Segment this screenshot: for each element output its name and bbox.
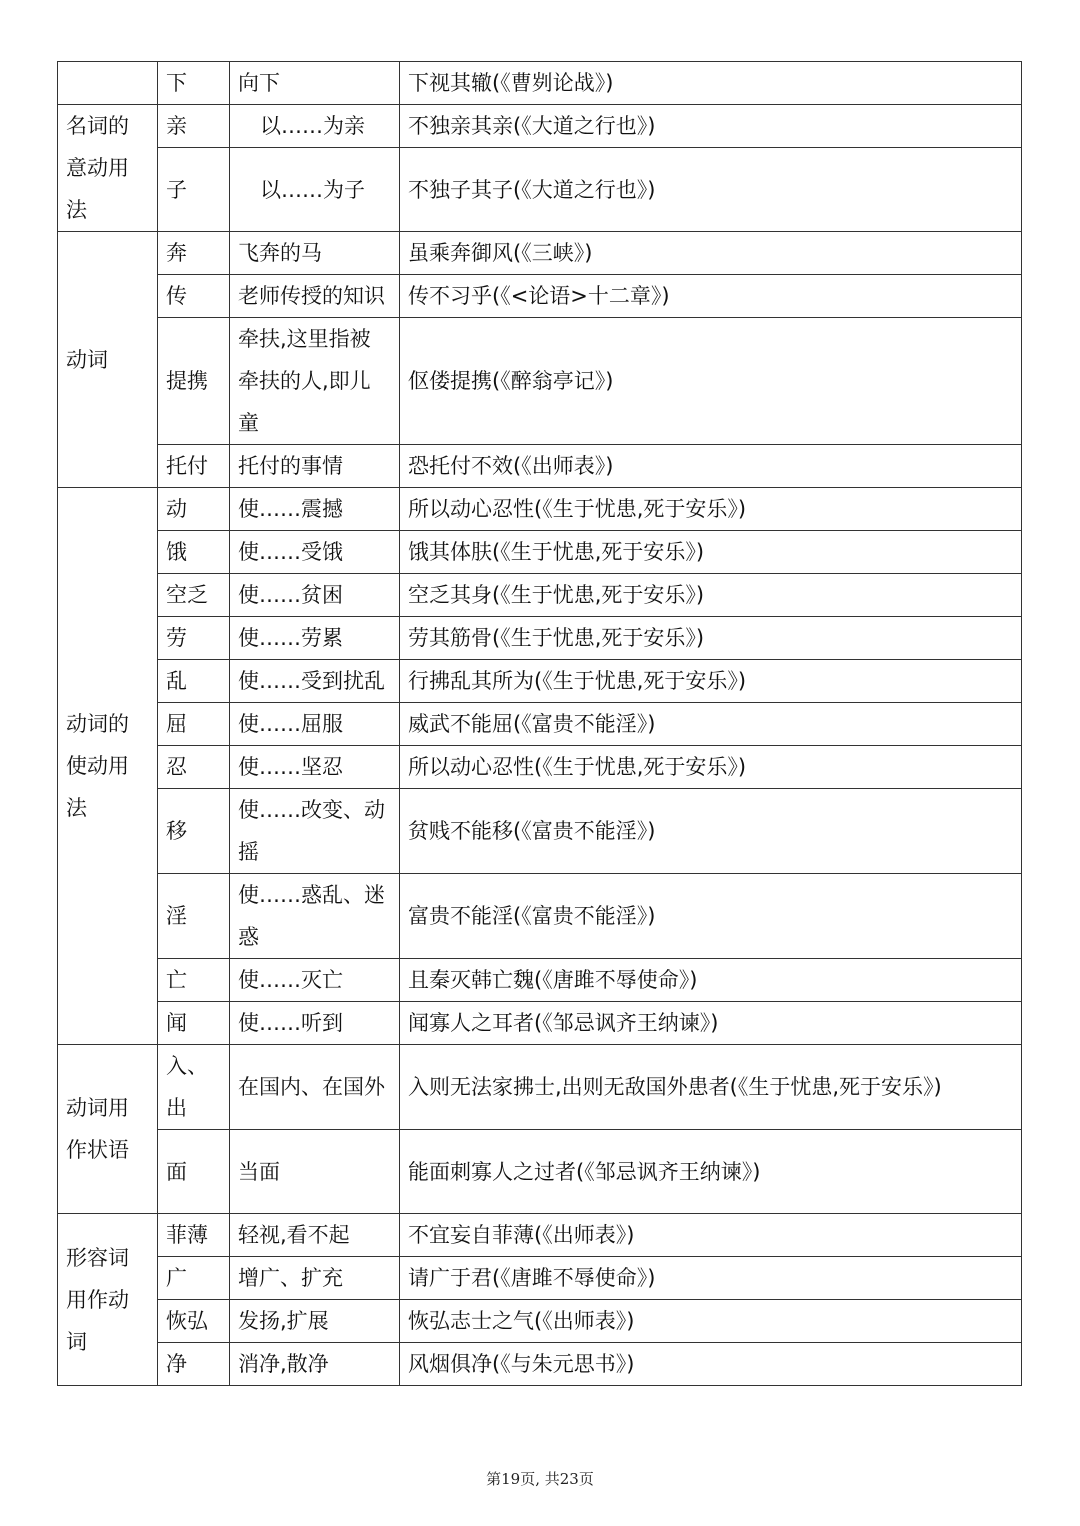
table-row [58, 617, 1022, 660]
word-cell: 屈 [158, 703, 230, 746]
word-cell: 入、出 [158, 1045, 230, 1130]
example-cell: 伛偻提携(《醉翁亭记》) [400, 318, 1022, 445]
example-cell: 所以动心忍性(《生于忧患,死于安乐》) [400, 488, 1022, 531]
table-row [58, 488, 1022, 531]
category-cell: 形容词用作动词 [58, 1214, 158, 1386]
category-cell [58, 62, 158, 105]
meaning-cell: 使……惑乱、迷惑 [230, 874, 400, 959]
vocabulary-table [57, 61, 1022, 1386]
word-cell: 亲 [158, 105, 230, 148]
meaning-cell: 使……受饿 [230, 531, 400, 574]
word-cell: 子 [158, 148, 230, 232]
table-row [58, 148, 1022, 232]
example-cell: 请广于君(《唐雎不辱使命》) [400, 1257, 1022, 1300]
table-row [58, 746, 1022, 789]
meaning-cell: 使……屈服 [230, 703, 400, 746]
table-row [58, 1343, 1022, 1386]
word-cell: 提携 [158, 318, 230, 445]
table-row [58, 1002, 1022, 1045]
word-cell: 广 [158, 1257, 230, 1300]
meaning-cell: 当面 [230, 1130, 400, 1214]
table-row [58, 574, 1022, 617]
meaning-cell: 飞奔的马 [230, 232, 400, 275]
word-cell: 淫 [158, 874, 230, 959]
category-cell: 动词用作状语 [58, 1045, 158, 1214]
example-cell: 不独亲其亲(《大道之行也》) [400, 105, 1022, 148]
meaning-cell: 使……坚忍 [230, 746, 400, 789]
meaning-cell: 以……为子 [230, 148, 400, 232]
word-cell: 净 [158, 1343, 230, 1386]
example-cell: 空乏其身(《生于忧患,死于安乐》) [400, 574, 1022, 617]
meaning-cell: 发扬,扩展 [230, 1300, 400, 1343]
table-row [58, 703, 1022, 746]
word-cell: 菲薄 [158, 1214, 230, 1257]
word-cell: 饿 [158, 531, 230, 574]
example-cell: 下视其辙(《曹刿论战》) [400, 62, 1022, 105]
meaning-cell: 使……劳累 [230, 617, 400, 660]
meaning-cell: 使……灭亡 [230, 959, 400, 1002]
table-row [58, 62, 1022, 105]
example-cell: 风烟俱净(《与朱元思书》) [400, 1343, 1022, 1386]
meaning-cell: 以……为亲 [230, 105, 400, 148]
example-cell: 不宜妄自菲薄(《出师表》) [400, 1214, 1022, 1257]
table-row [58, 318, 1022, 445]
example-cell: 虽乘奔御风(《三峡》) [400, 232, 1022, 275]
example-cell: 恐托付不效(《出师表》) [400, 445, 1022, 488]
example-cell: 能面刺寡人之过者(《邹忌讽齐王纳谏》) [400, 1130, 1022, 1214]
table-row [58, 232, 1022, 275]
meaning-cell: 托付的事情 [230, 445, 400, 488]
table-row [58, 789, 1022, 874]
meaning-cell: 增广、扩充 [230, 1257, 400, 1300]
page-number: 第19页, 共23页 [486, 1470, 594, 1488]
meaning-cell: 牵扶,这里指被牵扶的人,即儿童 [230, 318, 400, 445]
table-row [58, 1214, 1022, 1257]
table-row [58, 874, 1022, 959]
example-cell: 劳其筋骨(《生于忧患,死于安乐》) [400, 617, 1022, 660]
word-cell: 恢弘 [158, 1300, 230, 1343]
example-cell: 恢弘志士之气(《出师表》) [400, 1300, 1022, 1343]
example-cell: 所以动心忍性(《生于忧患,死于安乐》) [400, 746, 1022, 789]
example-cell: 入则无法家拂士,出则无敌国外患者(《生于忧患,死于安乐》) [400, 1045, 1022, 1130]
meaning-cell: 使……贫困 [230, 574, 400, 617]
example-cell: 富贵不能淫(《富贵不能淫》) [400, 874, 1022, 959]
word-cell: 移 [158, 789, 230, 874]
meaning-cell: 使……改变、动摇 [230, 789, 400, 874]
category-cell: 动词 [58, 232, 158, 488]
category-cell: 名词的意动用法 [58, 105, 158, 232]
table-row [58, 660, 1022, 703]
meaning-cell: 轻视,看不起 [230, 1214, 400, 1257]
word-cell: 面 [158, 1130, 230, 1214]
word-cell: 乱 [158, 660, 230, 703]
example-cell: 不独子其子(《大道之行也》) [400, 148, 1022, 232]
example-cell: 饿其体肤(《生于忧患,死于安乐》) [400, 531, 1022, 574]
table-row [58, 445, 1022, 488]
meaning-cell: 老师传授的知识 [230, 275, 400, 318]
meaning-cell: 使……听到 [230, 1002, 400, 1045]
word-cell: 奔 [158, 232, 230, 275]
table-row [58, 105, 1022, 148]
word-cell: 传 [158, 275, 230, 318]
example-cell: 威武不能屈(《富贵不能淫》) [400, 703, 1022, 746]
word-cell: 托付 [158, 445, 230, 488]
table-row [58, 1130, 1022, 1214]
meaning-cell: 使……受到扰乱 [230, 660, 400, 703]
word-cell: 劳 [158, 617, 230, 660]
example-cell: 贫贱不能移(《富贵不能淫》) [400, 789, 1022, 874]
table-row [58, 275, 1022, 318]
meaning-cell: 在国内、在国外 [230, 1045, 400, 1130]
category-cell: 动词的使动用法 [58, 488, 158, 1045]
meaning-cell: 向下 [230, 62, 400, 105]
table-row [58, 1045, 1022, 1130]
word-cell: 闻 [158, 1002, 230, 1045]
word-cell: 空乏 [158, 574, 230, 617]
meaning-cell: 使……震撼 [230, 488, 400, 531]
word-cell: 亡 [158, 959, 230, 1002]
word-cell: 动 [158, 488, 230, 531]
example-cell: 闻寡人之耳者(《邹忌讽齐王纳谏》) [400, 1002, 1022, 1045]
example-cell: 且秦灭韩亡魏(《唐雎不辱使命》) [400, 959, 1022, 1002]
example-cell: 传不习乎(《<论语>十二章》) [400, 275, 1022, 318]
table-row [58, 1257, 1022, 1300]
meaning-cell: 消净,散净 [230, 1343, 400, 1386]
example-cell: 行拂乱其所为(《生于忧患,死于安乐》) [400, 660, 1022, 703]
table-row [58, 1300, 1022, 1343]
table-row [58, 959, 1022, 1002]
table-row [58, 531, 1022, 574]
word-cell: 忍 [158, 746, 230, 789]
word-cell: 下 [158, 62, 230, 105]
